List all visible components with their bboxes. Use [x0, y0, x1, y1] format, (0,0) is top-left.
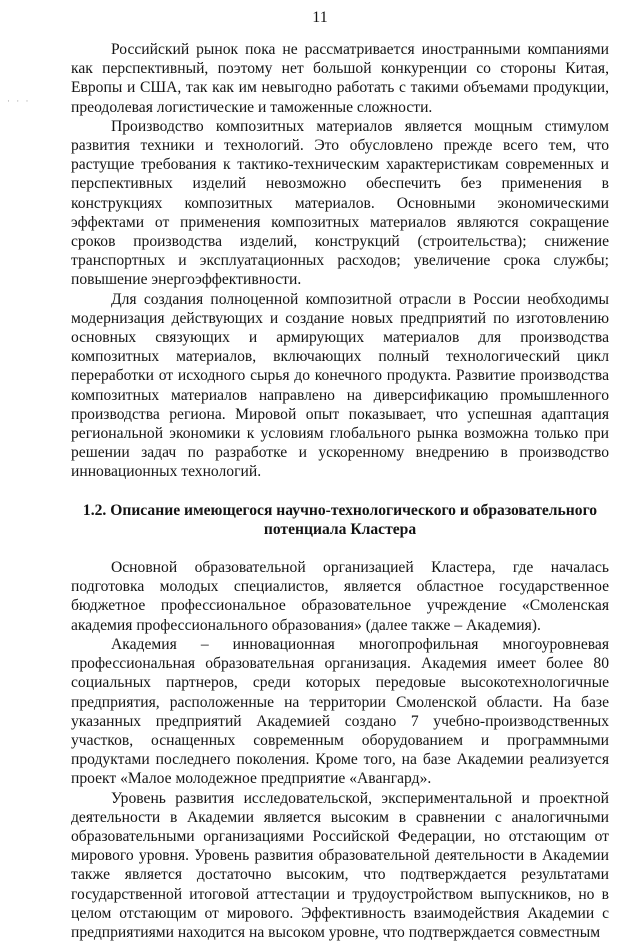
paragraph-industry-creation: Для создания полноценной композитной отрасли в России необходимы модернизация действующих и создание новых предприятий по изготовлению основных связующих и армирующих материалов для производства композитных материалов, включающих полный технологический цикл переработки от исходного сырья до конечного продукта. Развитие производства композитных материалов направлено на диверсификацию промышленного производства региона. Мировой опыт показывает, что успешная адаптация региональной экономики к условиям глобального рынка возможна только при решении задач по разработке и ускоренному внедрению в производство инновационных технологий. — [71, 290, 609, 481]
margin-mark: · · · — [7, 96, 31, 106]
paragraph-composites-production: Производство композитных материалов является мощным стимулом развития техники и технологий. Это обусловлено прежде всего тем, что растущие требования к тактико-техническим характеристикам современных и перспективных изделий невозможно обеспечить без применения в конструкциях композитных материалов. Основными экономическими эффектами от применения композитных материалов являются сокращение сроков производства изделий, конструкций (строительства); снижение транспортных и эксплуатационных расходов; увеличение срока службы; повышение энергоэффективности. — [71, 117, 609, 289]
section-heading — [71, 501, 609, 539]
paragraph-development-level: Уровень развития исследовательской, экспериментальной и проектной деятельности в Академии является высоким в сравнении с аналогичными образовательными организациями Российской Федерации, но отстающим от мирового уровня. Уровень развития образовательной деятельности в Академии также является достаточно высоким, что подтверждается результатами государственной итоговой аттестации и трудоустройством выпускников, но в целом отстающим от мирового. Эффективность взаимодействия Академии с предприятиями находится на высоком уровне, что подтверждается совместным — [71, 789, 609, 941]
paragraph-main-organization: Основной образовательной организацией Кластера, где началась подготовка молодых специалистов, является областное государственное бюджетное профессиональное образовательное учреждение «Смоленская академия профессионального образования» (далее также – Академия). — [71, 559, 609, 634]
page-content — [71, 40, 609, 942]
paragraph-academy: Академия – инновационная многопрофильная многоуровневая профессиональная образовательная организация. Академия имеет более 80 социальных партнеров, среди которых передовые высокотехнологичные предприятия, расположенные на территории Смоленской области. На базе указанных предприятий Академией создано 7 учебно-производственных участков, оснащенных современным оборудованием и программными продуктами последнего поколения. Кроме того, на базе Академии реализуется проект «Малое молодежное предприятие «Авангард». — [71, 635, 609, 788]
paragraph-market: Российский рынок пока не рассматривается иностранными компаниями как перспективный, поэтому нет большой конкуренции со стороны Китая, Европы и США, так как им невыгодно работать с такими объемами продукции, преодолевая логистические и таможенные сложности. — [71, 41, 609, 116]
section-heading-line-1: 1.2. Описание имеющегося научно-технологического и образовательного — [82, 501, 598, 519]
section-heading-line-2: потенциала Кластера — [263, 520, 417, 538]
page-number: 11 — [312, 9, 328, 26]
